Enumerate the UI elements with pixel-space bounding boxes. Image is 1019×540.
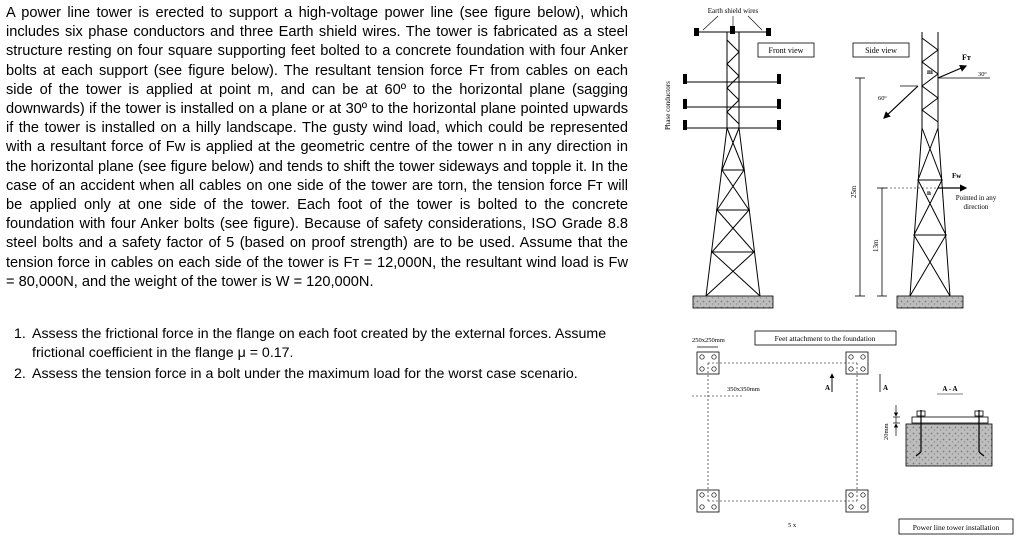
section-a-left: A xyxy=(825,384,831,392)
front-view-tower xyxy=(697,32,768,296)
dim-5x-label: 5 x xyxy=(788,522,797,529)
pointed-any-direction-label: Pointed in any xyxy=(955,194,997,202)
phase-conductors-label: Phase conductors xyxy=(664,81,672,130)
feet-attachment-label: Feet attachment to the foundation xyxy=(774,334,876,343)
ft-arrow-down xyxy=(884,86,918,118)
height-25-label: 25m xyxy=(850,185,858,198)
section-a-right: A xyxy=(883,384,889,392)
earth-shield-wires-label: Earth shield wires xyxy=(707,7,759,15)
question-number: 1. xyxy=(14,326,26,342)
ft-arrow-up xyxy=(938,66,966,78)
dim-350-label: 350x350mm xyxy=(727,386,760,393)
front-foundation xyxy=(693,296,773,308)
question-item xyxy=(14,365,634,384)
section-aa-label: A - A xyxy=(942,385,958,393)
question-text: Assess the tension force in a bolt under the maximum load for the worst case scenario. xyxy=(32,366,578,382)
problem-paragraph: A power line tower is erected to support a high-voltage power line (see figure below), which includes six phase conductors and three Earth shield wires. The tower is fabricated as a steel structure resting on four square supporting feet bolted to a concrete foundation with four Anker bolts at each support (see figure below). The resultant tension force Fᴛ from cables on each side of the tower is applied at point m, and can be at 60º to the horizontal plane (sagging downwards) if the tower is installed on a plane or at 30º to the horizontal plane pointed upwards if the tower is installed on a hilly landscape. The gusty wind load, which could be represented with a resultant force of Fᴡ is applied at the geometric centre of the tower n in any direction in the horizontal plane (see figure below) and tends to shift the tower sideways and topple it. In the case of an accident when all cables on one side of the tower are torn, the tension force Fᴛ will be applied only at one side of the tower. Each foot of the tower is bolted to the concrete foundation with four Anker bolts (see figure). Because of safety considerations, ISO Grade 8.8 steel bolts and a safety factor of 5 (based on proof strength) are to be used. Assume that the tension force in cables on each side of the tower is Fᴛ = 12,000N, the resultant wind load is Fᴡ = 80,000N, and the weight of the tower is W = 120,000N. xyxy=(6,5,628,290)
front-insulators xyxy=(683,26,781,130)
question-number: 2. xyxy=(14,366,26,382)
point-n-label: n xyxy=(927,189,931,197)
section-aa-detail xyxy=(893,405,992,466)
question-list xyxy=(14,325,634,384)
front-view-label: Front view xyxy=(768,46,804,55)
dim-20-label: 20mm xyxy=(883,423,890,440)
fw-label: Fᴡ xyxy=(952,172,962,180)
height-13-label: 13m xyxy=(872,239,880,252)
question-text: Assess the frictional force in the flange on each foot created by the external forces. Assume frictional coefficient in the flange μ = 0.17. xyxy=(32,326,607,361)
side-view-label: Side view xyxy=(865,46,897,55)
angle-60-label: 60º xyxy=(878,95,887,102)
figure-caption: Power line tower installation xyxy=(912,523,1000,532)
angle-30-label: 30º xyxy=(978,71,987,78)
point-m-label: m xyxy=(927,68,933,76)
side-foundation xyxy=(897,296,963,308)
ft-label: Fᴛ xyxy=(962,53,971,62)
direction-label: direction xyxy=(963,203,989,211)
dim-250-label: 250x250mm xyxy=(692,337,725,344)
tower-figure xyxy=(646,0,1019,540)
question-item xyxy=(14,325,634,363)
